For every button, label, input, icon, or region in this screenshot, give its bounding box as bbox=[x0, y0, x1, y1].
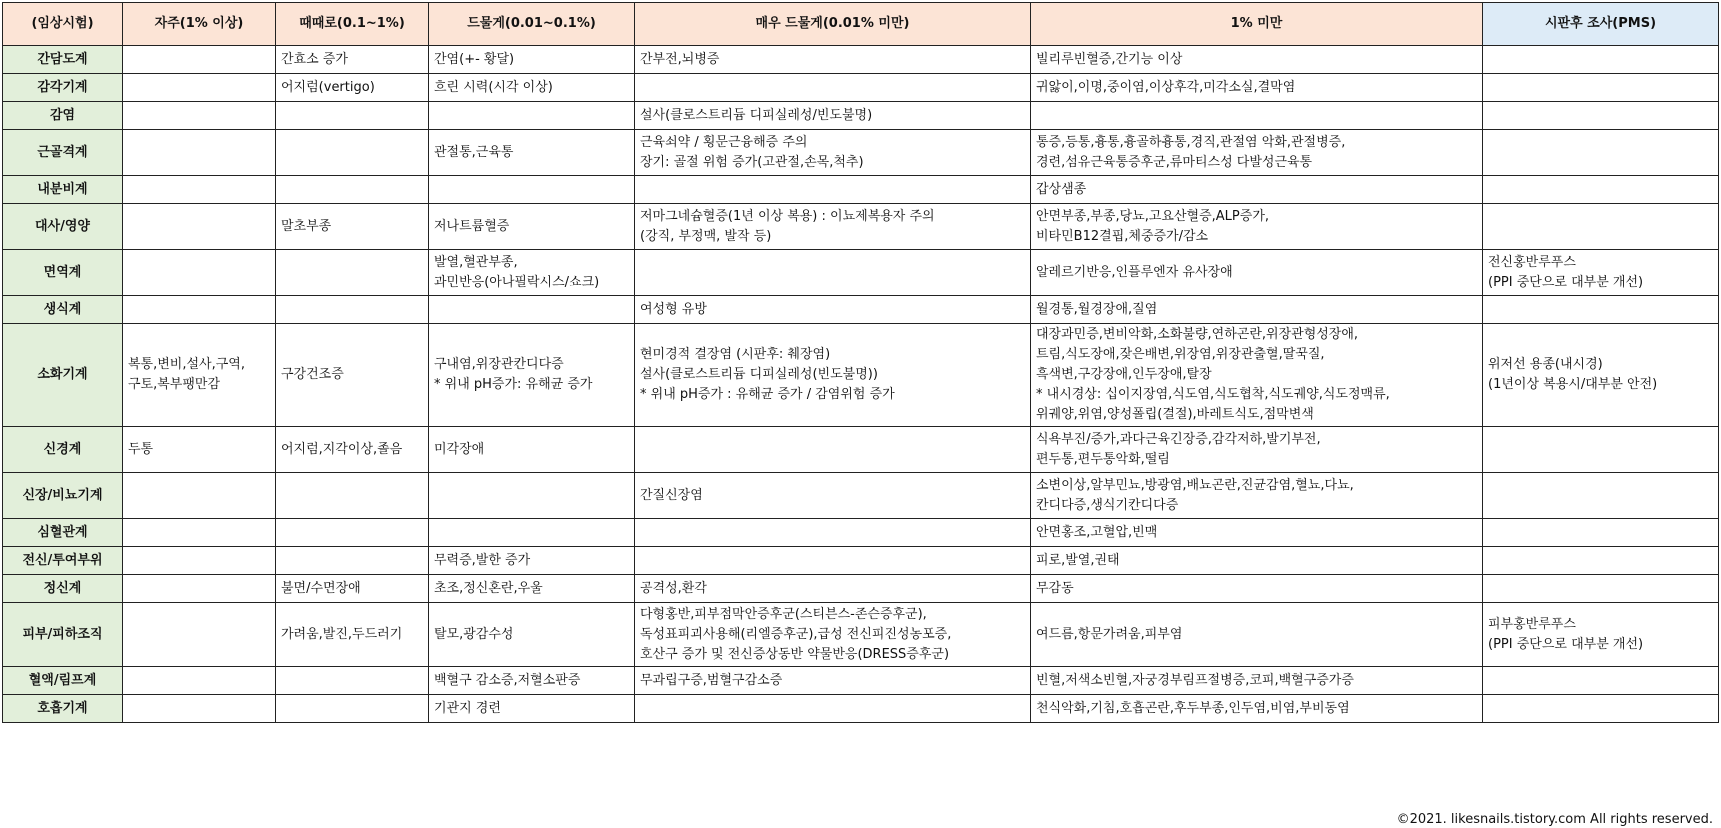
table-row bbox=[3, 46, 1719, 74]
header-clinical-trial: (임상시험) bbox=[3, 3, 123, 46]
table-cell bbox=[123, 519, 276, 547]
table-cell bbox=[123, 46, 276, 74]
table-row bbox=[3, 176, 1719, 204]
table-cell bbox=[635, 176, 1031, 204]
table-cell: 빌리루빈혈증,간기능 이상 bbox=[1031, 46, 1483, 74]
table-cell: 간부전,뇌병증 bbox=[635, 46, 1031, 74]
table-row bbox=[3, 603, 1719, 667]
table-cell bbox=[1483, 547, 1719, 575]
table-cell bbox=[635, 695, 1031, 723]
table-cell: 흐린 시력(시각 이상) bbox=[429, 74, 635, 102]
table-cell: 저마그네슘혈증(1년 이상 복용) : 이뇨제복용자 주의 (강직, 부정맥, 발작 등) bbox=[635, 204, 1031, 250]
table-cell bbox=[1483, 427, 1719, 473]
table-row bbox=[3, 547, 1719, 575]
table-row bbox=[3, 324, 1719, 427]
table-cell bbox=[1483, 667, 1719, 695]
table-cell bbox=[1483, 204, 1719, 250]
table-row bbox=[3, 575, 1719, 603]
category-cell: 정신계 bbox=[3, 575, 123, 603]
table-cell bbox=[276, 667, 429, 695]
table-cell: 기관지 경련 bbox=[429, 695, 635, 723]
table-cell: 현미경적 결장염 (시판후: 췌장염) 설사(클로스트리듐 디피실레성(빈도불명)) * 위내 pH증가 : 유해균 증가 / 감염위험 증가 bbox=[635, 324, 1031, 427]
table-cell: 불면/수면장애 bbox=[276, 575, 429, 603]
table-cell bbox=[1483, 46, 1719, 74]
table-cell: 저나트륨혈증 bbox=[429, 204, 635, 250]
table-row bbox=[3, 102, 1719, 130]
category-cell: 혈액/림프계 bbox=[3, 667, 123, 695]
category-cell: 심혈관계 bbox=[3, 519, 123, 547]
table-cell bbox=[123, 102, 276, 130]
category-cell: 내분비계 bbox=[3, 176, 123, 204]
table-cell bbox=[1483, 473, 1719, 519]
table-cell: 무과립구증,범혈구감소증 bbox=[635, 667, 1031, 695]
table-cell: 안면부종,부종,당뇨,고요산혈증,ALP증가, 비타민B12결핍,체중증가/감소 bbox=[1031, 204, 1483, 250]
table-cell bbox=[429, 102, 635, 130]
table-cell bbox=[123, 473, 276, 519]
category-cell: 생식계 bbox=[3, 296, 123, 324]
table-cell: 식욕부진/증가,과다근육긴장증,감각저하,발기부전, 편두통,편두통악화,떨림 bbox=[1031, 427, 1483, 473]
table-cell: 가려움,발진,두드러기 bbox=[276, 603, 429, 667]
table-cell bbox=[276, 473, 429, 519]
table-cell bbox=[123, 74, 276, 102]
table-cell bbox=[429, 176, 635, 204]
adverse-effects-table bbox=[2, 2, 1719, 723]
table-cell bbox=[429, 296, 635, 324]
table-cell: 대장과민증,변비악화,소화불량,연하곤란,위장관형성장애, 트림,식도장애,잦은배변,위장염,위장관출혈,딸꾹질, 흑색변,구강장애,인두장애,탈장 * 내시경상: 십이지장염,식도염,식도협착,식도궤양,식도정맥류, 위궤양,위염,양성폴립(결절),바레트식도,점막변색 bbox=[1031, 324, 1483, 427]
table-cell bbox=[123, 204, 276, 250]
header-occasional: 때때로(0.1~1%) bbox=[276, 3, 429, 46]
table-cell: 무감동 bbox=[1031, 575, 1483, 603]
table-cell bbox=[123, 667, 276, 695]
table-cell bbox=[635, 250, 1031, 296]
table-cell: 복통,변비,설사,구역, 구토,복부팽만감 bbox=[123, 324, 276, 427]
table-cell bbox=[1483, 102, 1719, 130]
table-cell: 탈모,광감수성 bbox=[429, 603, 635, 667]
table-cell: 빈혈,저색소빈혈,자궁경부림프절병증,코피,백혈구증가증 bbox=[1031, 667, 1483, 695]
table-cell bbox=[276, 250, 429, 296]
table-cell bbox=[635, 547, 1031, 575]
table-cell bbox=[276, 130, 429, 176]
table-cell: 안면홍조,고혈압,빈맥 bbox=[1031, 519, 1483, 547]
table-cell bbox=[123, 250, 276, 296]
table-cell: 천식악화,기침,호흡곤란,후두부종,인두염,비염,부비동염 bbox=[1031, 695, 1483, 723]
table-cell bbox=[276, 695, 429, 723]
table-cell bbox=[276, 102, 429, 130]
category-cell: 신장/비뇨기계 bbox=[3, 473, 123, 519]
table-cell bbox=[1483, 130, 1719, 176]
table-cell: 피로,발열,권태 bbox=[1031, 547, 1483, 575]
table-cell bbox=[276, 547, 429, 575]
table-cell: 위저선 용종(내시경) (1년이상 복용시/대부분 안전) bbox=[1483, 324, 1719, 427]
header-under-1-percent: 1% 미만 bbox=[1031, 3, 1483, 46]
category-cell: 면역계 bbox=[3, 250, 123, 296]
copyright-footer: ©2021. likesnails.tistory.com All rights reserved. bbox=[1396, 812, 1713, 827]
table-cell: 초조,정신혼란,우울 bbox=[429, 575, 635, 603]
table-cell: 무력증,발한 증가 bbox=[429, 547, 635, 575]
table-cell: 말초부종 bbox=[276, 204, 429, 250]
table-cell: 공격성,환각 bbox=[635, 575, 1031, 603]
table-cell: 설사(클로스트리듐 디피실레성/빈도불명) bbox=[635, 102, 1031, 130]
table-cell bbox=[123, 176, 276, 204]
table-cell: 미각장애 bbox=[429, 427, 635, 473]
category-cell: 대사/영양 bbox=[3, 204, 123, 250]
table-cell bbox=[1483, 296, 1719, 324]
table-cell bbox=[429, 473, 635, 519]
category-cell: 전신/투여부위 bbox=[3, 547, 123, 575]
table-cell: 다형홍반,피부점막안증후군(스티븐스-존슨증후군), 독성표피괴사용해(리엘증후군),급성 전신피진성농포증, 호산구 증가 및 전신증상동반 약물반응(DRESS증후군) bbox=[635, 603, 1031, 667]
table-cell bbox=[123, 603, 276, 667]
table-body bbox=[3, 46, 1719, 723]
table-cell bbox=[123, 575, 276, 603]
table-cell: 피부홍반루푸스 (PPI 중단으로 대부분 개선) bbox=[1483, 603, 1719, 667]
table-cell: 구내염,위장관칸디다증 * 위내 pH증가: 유해균 증가 bbox=[429, 324, 635, 427]
table-cell: 백혈구 감소증,저혈소판증 bbox=[429, 667, 635, 695]
table-cell bbox=[1483, 575, 1719, 603]
table-cell bbox=[429, 519, 635, 547]
table-cell: 두통 bbox=[123, 427, 276, 473]
table-cell bbox=[123, 695, 276, 723]
table-cell: 간염(+- 황달) bbox=[429, 46, 635, 74]
table-cell: 근육쇠약 / 횡문근융해증 주의 장기: 골절 위험 증가(고관절,손목,척추) bbox=[635, 130, 1031, 176]
header-rare: 드물게(0.01~0.1%) bbox=[429, 3, 635, 46]
table-cell: 갑상샘종 bbox=[1031, 176, 1483, 204]
category-cell: 감염 bbox=[3, 102, 123, 130]
category-cell: 호흡기계 bbox=[3, 695, 123, 723]
table-row bbox=[3, 695, 1719, 723]
table-cell: 발열,혈관부종, 과민반응(아나필락시스/쇼크) bbox=[429, 250, 635, 296]
table-cell: 어지럼,지각이상,졸음 bbox=[276, 427, 429, 473]
category-cell: 소화기계 bbox=[3, 324, 123, 427]
table-cell: 월경통,월경장애,질염 bbox=[1031, 296, 1483, 324]
table-row bbox=[3, 130, 1719, 176]
table-cell: 간질신장염 bbox=[635, 473, 1031, 519]
table-cell bbox=[1483, 695, 1719, 723]
table-row bbox=[3, 519, 1719, 547]
table-cell bbox=[1483, 176, 1719, 204]
category-cell: 감각기계 bbox=[3, 74, 123, 102]
category-cell: 신경계 bbox=[3, 427, 123, 473]
header-frequent: 자주(1% 이상) bbox=[123, 3, 276, 46]
header-pms: 시판후 조사(PMS) bbox=[1483, 3, 1719, 46]
table-cell: 여드름,항문가려움,피부염 bbox=[1031, 603, 1483, 667]
category-cell: 간담도계 bbox=[3, 46, 123, 74]
category-cell: 근골격계 bbox=[3, 130, 123, 176]
table-cell: 여성형 유방 bbox=[635, 296, 1031, 324]
table-cell bbox=[123, 130, 276, 176]
table-cell bbox=[276, 176, 429, 204]
table-cell bbox=[276, 296, 429, 324]
table-cell: 귀앓이,이명,중이염,이상후각,미각소실,결막염 bbox=[1031, 74, 1483, 102]
table-cell: 통증,등통,흉통,흉골하흉통,경직,관절염 악화,관절병증, 경련,섬유근육통증후군,류마티스성 다발성근육통 bbox=[1031, 130, 1483, 176]
table-cell bbox=[635, 74, 1031, 102]
table-row bbox=[3, 250, 1719, 296]
table-cell bbox=[123, 296, 276, 324]
header-row bbox=[3, 3, 1719, 46]
table-cell bbox=[1483, 74, 1719, 102]
table-row bbox=[3, 427, 1719, 473]
table-cell bbox=[123, 547, 276, 575]
table-cell bbox=[1483, 519, 1719, 547]
table-row bbox=[3, 473, 1719, 519]
table-cell: 관절통,근육통 bbox=[429, 130, 635, 176]
table-cell bbox=[635, 427, 1031, 473]
table-cell: 어지럼(vertigo) bbox=[276, 74, 429, 102]
table-cell: 전신홍반루푸스 (PPI 중단으로 대부분 개선) bbox=[1483, 250, 1719, 296]
table-header bbox=[3, 3, 1719, 46]
table-cell: 간효소 증가 bbox=[276, 46, 429, 74]
category-cell: 피부/피하조직 bbox=[3, 603, 123, 667]
table-row bbox=[3, 296, 1719, 324]
table-cell bbox=[1031, 102, 1483, 130]
table-cell: 알레르기반응,인플루엔자 유사장애 bbox=[1031, 250, 1483, 296]
table-cell: 소변이상,알부민뇨,방광염,배뇨곤란,진균감염,혈뇨,다뇨, 칸디다증,생식기칸디다증 bbox=[1031, 473, 1483, 519]
table-row bbox=[3, 667, 1719, 695]
table-row bbox=[3, 74, 1719, 102]
header-very-rare: 매우 드물게(0.01% 미만) bbox=[635, 3, 1031, 46]
table-row bbox=[3, 204, 1719, 250]
table-cell: 구강건조증 bbox=[276, 324, 429, 427]
table-cell bbox=[635, 519, 1031, 547]
table-cell bbox=[276, 519, 429, 547]
